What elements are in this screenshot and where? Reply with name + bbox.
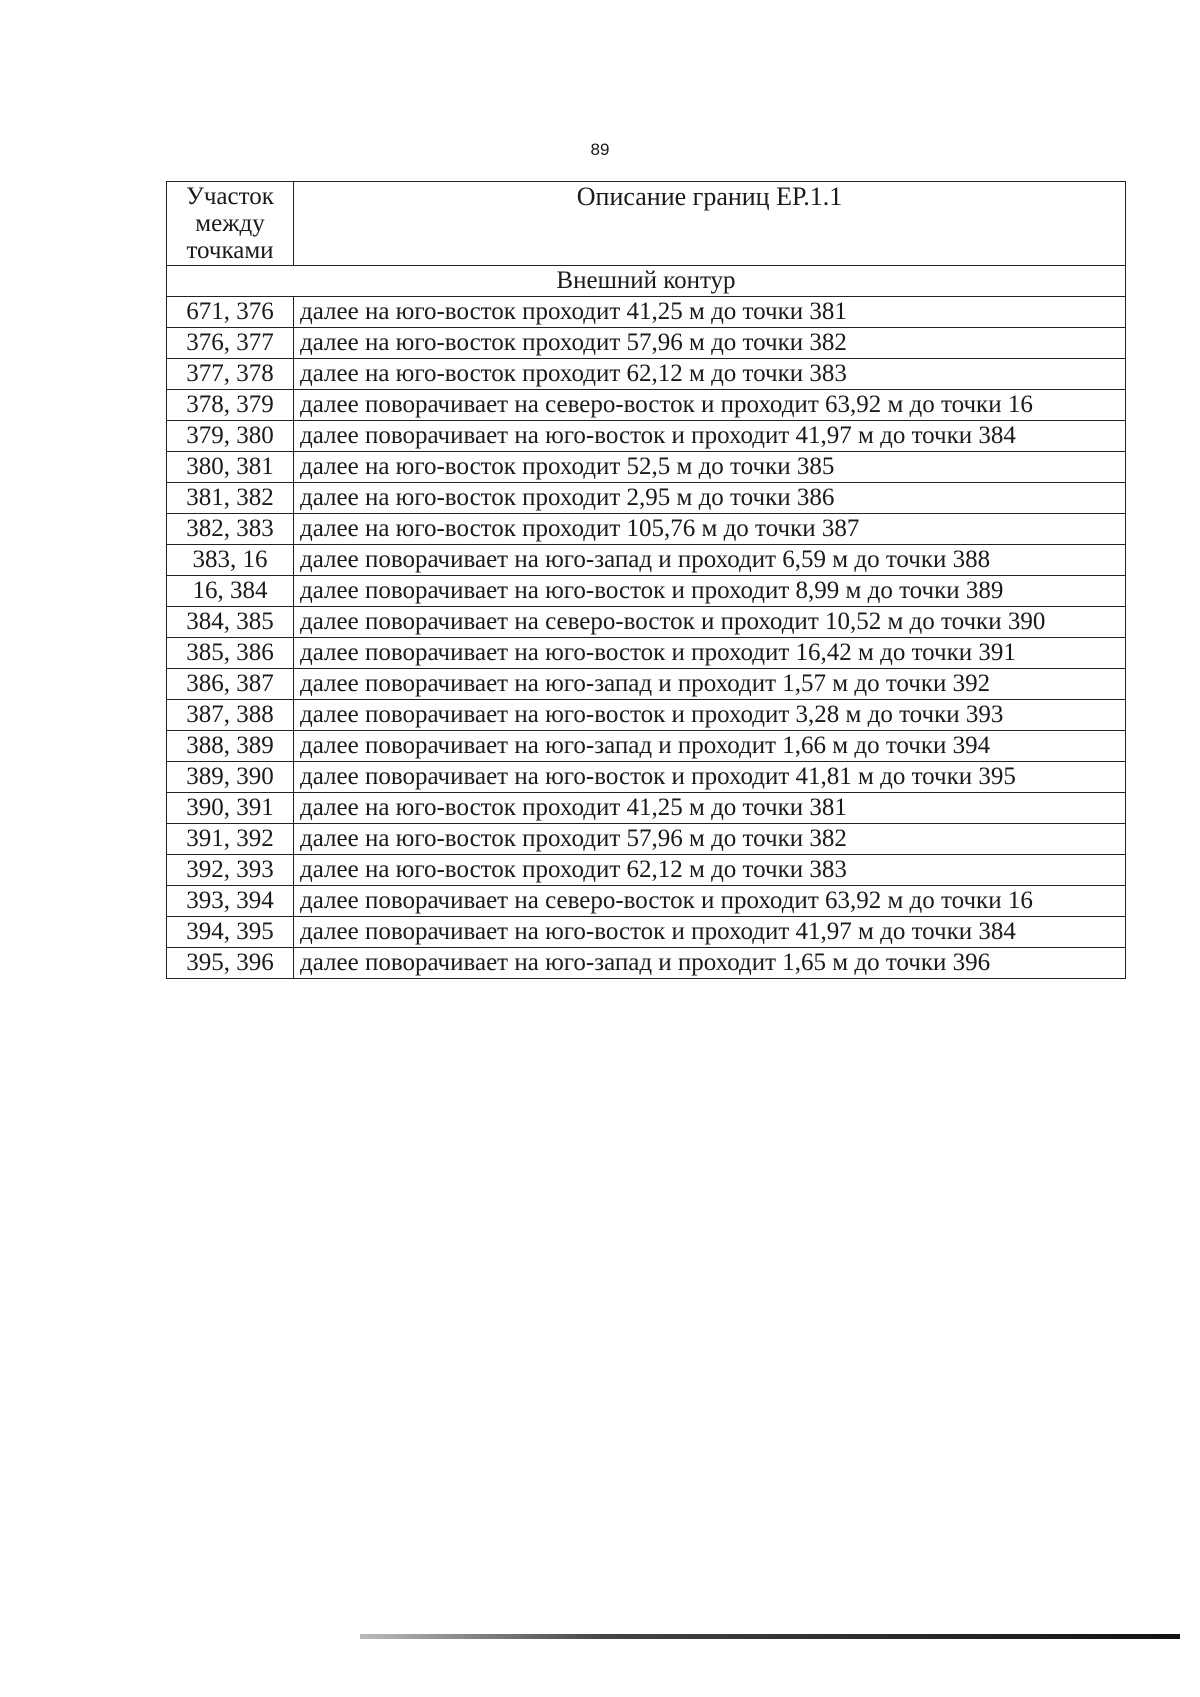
description-cell: далее на юго-восток проходит 62,12 м до точки 383 [294,855,1126,886]
segment-cell: 380, 381 [167,452,294,483]
description-cell: далее на юго-восток проходит 41,25 м до точки 381 [294,793,1126,824]
description-cell: далее на юго-восток проходит 52,5 м до точки 385 [294,452,1126,483]
table-row [167,638,1126,669]
table-row [167,700,1126,731]
bottom-rule [360,1634,1180,1639]
segment-cell: 393, 394 [167,886,294,917]
description-cell: далее поворачивает на юго-запад и проходит 1,65 м до точки 396 [294,948,1126,979]
segment-cell: 387, 388 [167,700,294,731]
boundary-table [166,181,1126,979]
table-row [167,576,1126,607]
description-cell: далее поворачивает на северо-восток и проходит 10,52 м до точки 390 [294,607,1126,638]
table-row [167,607,1126,638]
segment-cell: 377, 378 [167,359,294,390]
segment-cell: 378, 379 [167,390,294,421]
description-cell: далее поворачивает на юго-восток и проходит 41,81 м до точки 395 [294,762,1126,793]
description-cell: далее на юго-восток проходит 2,95 м до точки 386 [294,483,1126,514]
table-row [167,669,1126,700]
table-row [167,297,1126,328]
segment-cell: 384, 385 [167,607,294,638]
table-header-row [167,182,1126,266]
segment-cell: 379, 380 [167,421,294,452]
table-row [167,762,1126,793]
segment-cell: 392, 393 [167,855,294,886]
table-row [167,545,1126,576]
table-row [167,328,1126,359]
table-row [167,886,1126,917]
table-row [167,390,1126,421]
description-cell: далее на юго-восток проходит 62,12 м до точки 383 [294,359,1126,390]
table-row [167,793,1126,824]
table-row [167,948,1126,979]
description-cell: далее на юго-восток проходит 57,96 м до точки 382 [294,824,1126,855]
segment-cell: 395, 396 [167,948,294,979]
column-header-segment: Участок между точками [167,182,294,266]
description-cell: далее поворачивает на северо-восток и проходит 63,92 м до точки 16 [294,886,1126,917]
table-row [167,855,1126,886]
segment-cell: 671, 376 [167,297,294,328]
segment-cell: 382, 383 [167,514,294,545]
description-cell: далее поворачивает на юго-запад и проходит 6,59 м до точки 388 [294,545,1126,576]
table-row [167,917,1126,948]
table-row [167,359,1126,390]
table-row [167,452,1126,483]
table-subheader: Внешний контур [167,266,1126,297]
description-cell: далее поворачивает на северо-восток и проходит 63,92 м до точки 16 [294,390,1126,421]
description-cell: далее на юго-восток проходит 41,25 м до точки 381 [294,297,1126,328]
description-cell: далее на юго-восток проходит 105,76 м до точки 387 [294,514,1126,545]
description-cell: далее поворачивает на юго-восток и проходит 16,42 м до точки 391 [294,638,1126,669]
table-row [167,483,1126,514]
description-cell: далее поворачивает на юго-восток и проходит 3,28 м до точки 393 [294,700,1126,731]
column-header-description: Описание границ ЕР.1.1 [294,182,1126,266]
page-number: 89 [590,140,610,159]
description-cell: далее поворачивает на юго-запад и проходит 1,66 м до точки 394 [294,731,1126,762]
segment-cell: 383, 16 [167,545,294,576]
segment-cell: 391, 392 [167,824,294,855]
description-cell: далее поворачивает на юго-восток и проходит 41,97 м до точки 384 [294,917,1126,948]
description-cell: далее поворачивает на юго-запад и проходит 1,57 м до точки 392 [294,669,1126,700]
segment-cell: 376, 377 [167,328,294,359]
segment-cell: 388, 389 [167,731,294,762]
segment-cell: 16, 384 [167,576,294,607]
description-cell: далее поворачивает на юго-восток и проходит 8,99 м до точки 389 [294,576,1126,607]
description-cell: далее поворачивает на юго-восток и проходит 41,97 м до точки 384 [294,421,1126,452]
segment-cell: 386, 387 [167,669,294,700]
table-row [167,824,1126,855]
segment-cell: 385, 386 [167,638,294,669]
segment-cell: 394, 395 [167,917,294,948]
description-cell: далее на юго-восток проходит 57,96 м до точки 382 [294,328,1126,359]
segment-cell: 389, 390 [167,762,294,793]
segment-cell: 390, 391 [167,793,294,824]
segment-cell: 381, 382 [167,483,294,514]
table-row [167,731,1126,762]
table-row [167,514,1126,545]
table-subheader-row [167,266,1126,297]
table-row [167,421,1126,452]
